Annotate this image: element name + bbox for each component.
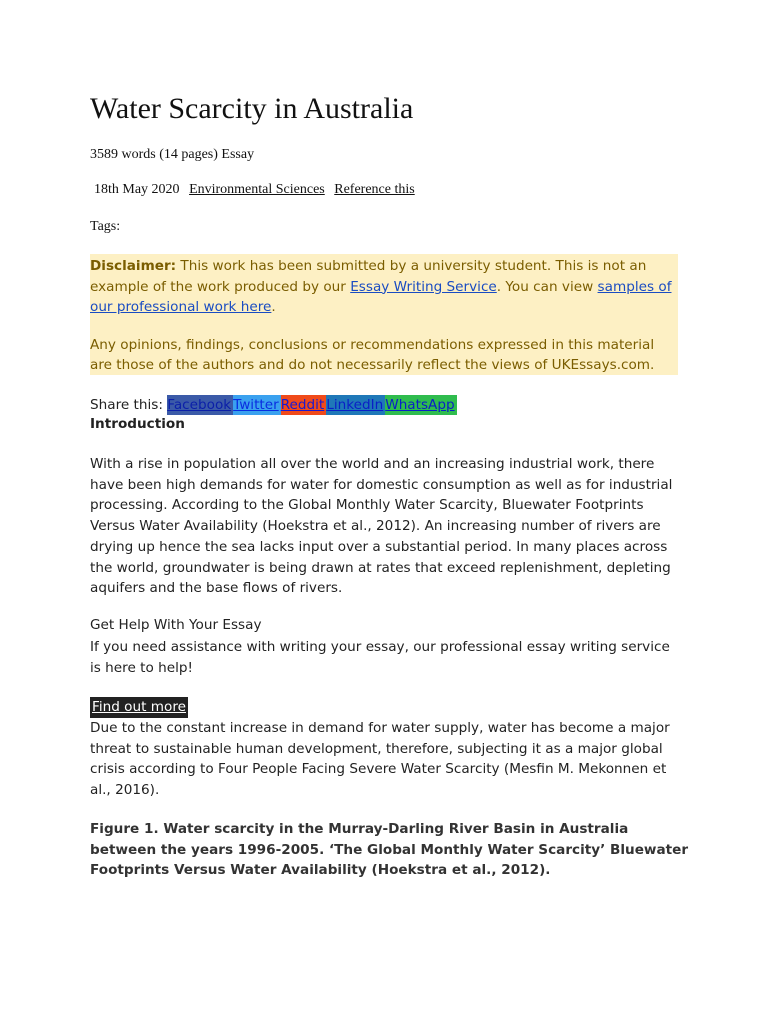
reference-link[interactable]: Reference this [334,182,415,197]
disclaimer-text-3: . [271,299,276,315]
share-whatsapp-button[interactable]: WhatsApp [385,397,455,413]
paragraph-intro: With a rise in population all over the world and an increasing industrial work, there have been high demands for water for domestic consumption as well as for industrial processing. According to the Global Monthly Water Scarcity, Bluewater Footprints Versus Water Availability (Hoekstra et al., 2012). An increasing number of rivers are drying up hence the sea lacks input over a substantial period. In many places across the world, groundwater is being drawn at rates that exceed replenishment, depleting aquifers and the base flows of rivers. [90,456,673,597]
category-link[interactable]: Environmental Sciences [189,182,325,197]
share-bar [90,394,457,416]
figure-caption: Figure 1. Water scarcity in the Murray-Darling River Basin in Australia between the years 1996-2005. ‘The Global Monthly Water Scarcity’ Bluewater Footprints Versus Water Availability (Hoekstra et al., 2012). [90,821,689,879]
disclaimer-para-1 [90,256,678,318]
find-out-more-button[interactable]: Find out more [90,697,188,718]
introduction-heading: Introduction [90,416,185,432]
article-meta [94,182,415,198]
share-facebook-button[interactable]: Facebook [167,397,232,413]
tags-label: Tags: [90,219,121,234]
share-twitter-button[interactable]: Twitter [233,397,279,413]
disclaimer-label: Disclaimer: [90,258,177,274]
word-count: 3589 words (14 pages) Essay [90,147,255,162]
paragraph-demand: Due to the constant increase in demand for water supply, water has become a major threat to sustainable human development, therefore, subjecting it as a major global crisis according to Four People Facing Severe Water Scarcity (Mesfin M. Mekonnen et al., 2016). [90,720,670,799]
share-label: Share this: [90,397,163,413]
disclaimer-text-2: . You can view [496,278,598,295]
disclaimer-box [90,254,678,375]
share-linkedin-button[interactable]: LinkedIn [326,397,384,413]
page-title: Water Scarcity in Australia [90,92,414,125]
disclaimer-text-1: This work has been submitted by a university student. This is not an example of the work produced by our [90,258,647,295]
get-help-text: If you need assistance with writing your essay, our professional essay writing service is here to help! [90,639,670,676]
get-help-title: Get Help With Your Essay [90,617,262,633]
samples-link[interactable]: samples of our professional work here [90,278,672,315]
disclaimer-para-2: Any opinions, findings, conclusions or recommendations expressed in this material are those of the authors and do not necessarily reflect the views of UKEssays.com. [90,336,655,373]
publish-date: 18th May 2020 [94,182,180,197]
share-reddit-button[interactable]: Reddit [280,397,325,413]
essay-writing-service-link[interactable]: Essay Writing Service [350,278,497,295]
